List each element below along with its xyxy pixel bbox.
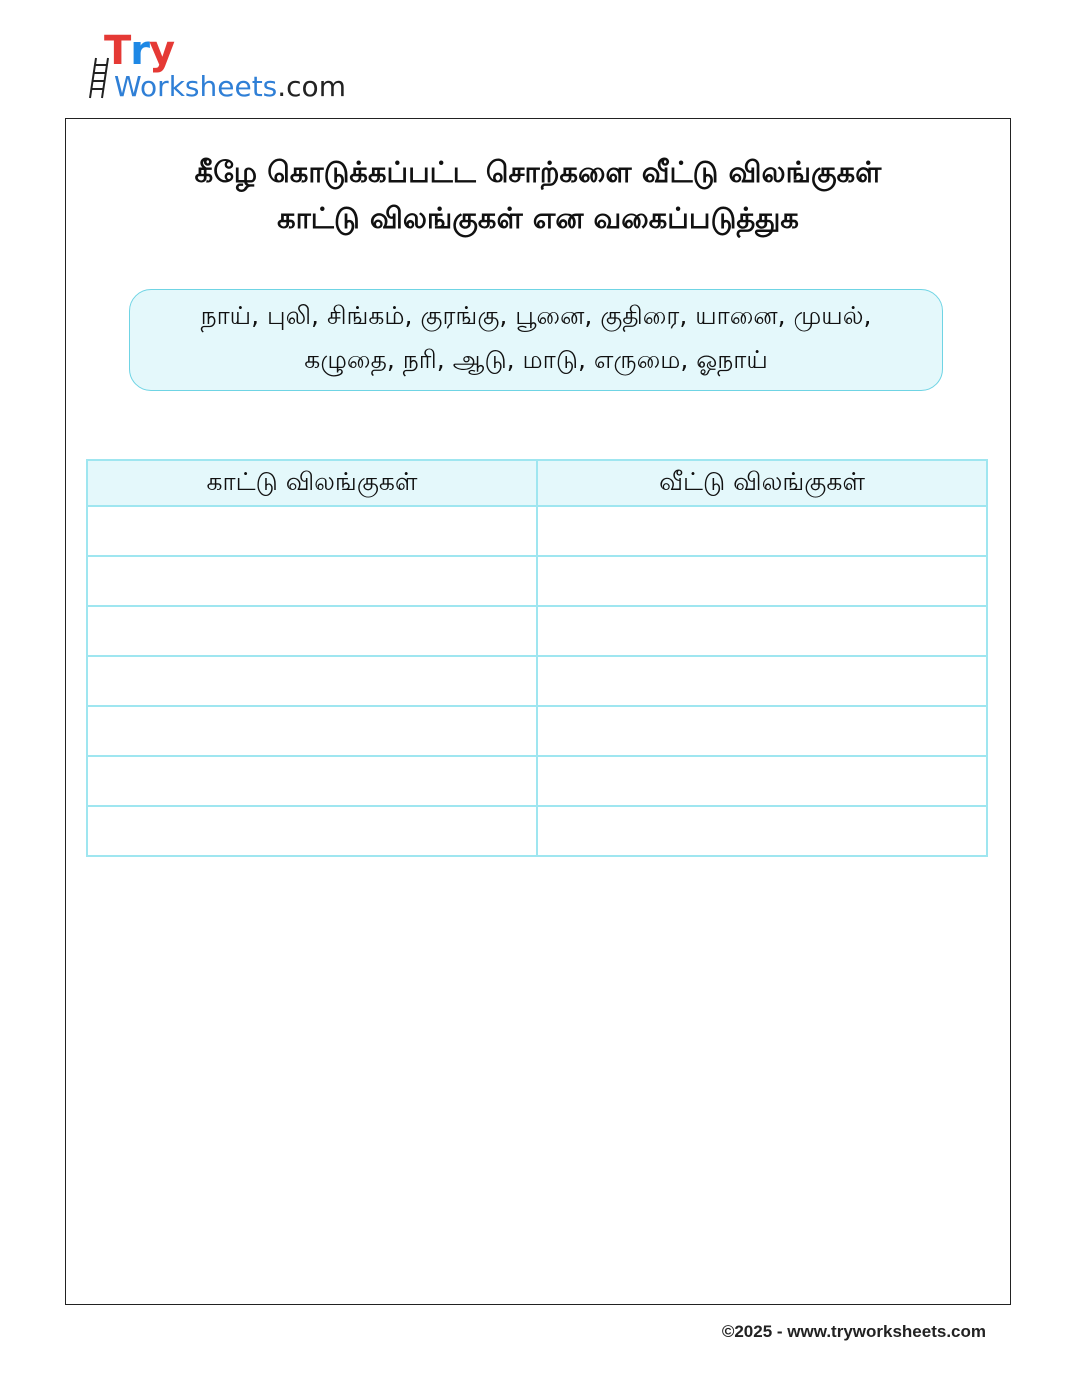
instruction-title xyxy=(66,149,1010,241)
word-bank-line-2: கழுதை, நரி, ஆடு, மாடு, எருமை, ஓநாய் xyxy=(304,345,768,374)
table-row xyxy=(87,756,987,806)
answer-cell-domestic[interactable] xyxy=(537,656,987,706)
table-row xyxy=(87,606,987,656)
table-row xyxy=(87,656,987,706)
answer-cell-wild[interactable] xyxy=(87,506,537,556)
answer-cell-wild[interactable] xyxy=(87,556,537,606)
sorting-table xyxy=(86,459,988,857)
logo-letter-y: y xyxy=(149,28,175,74)
logo-try xyxy=(104,28,174,74)
answer-cell-domestic[interactable] xyxy=(537,706,987,756)
answer-cell-domestic[interactable] xyxy=(537,556,987,606)
tryworksheets-logo xyxy=(88,28,348,108)
header-domestic-animals: வீட்டு விலங்குகள் xyxy=(537,460,987,506)
table-row xyxy=(87,806,987,856)
table-row xyxy=(87,556,987,606)
table-header-row xyxy=(87,460,987,506)
answer-cell-wild[interactable] xyxy=(87,756,537,806)
answer-cell-domestic[interactable] xyxy=(537,756,987,806)
logo-dotcom: .com xyxy=(277,70,346,103)
answer-cell-domestic[interactable] xyxy=(537,606,987,656)
logo-worksheets: Worksheets xyxy=(114,70,278,103)
answer-cell-domestic[interactable] xyxy=(537,506,987,556)
table-row xyxy=(87,506,987,556)
answer-cell-wild[interactable] xyxy=(87,606,537,656)
answer-cell-domestic[interactable] xyxy=(537,806,987,856)
logo-letter-r: r xyxy=(130,28,150,74)
logo-wordmark xyxy=(114,70,346,103)
logo-letter-t: T xyxy=(104,28,131,74)
worksheet-frame xyxy=(65,118,1011,1305)
instruction-line-1: கீழே கொடுக்கப்பட்ட சொற்களை வீட்டு விலங்குகள் xyxy=(194,155,882,189)
instruction-line-2: காட்டு விலங்குகள் என வகைப்படுத்துக xyxy=(277,201,799,235)
answer-cell-wild[interactable] xyxy=(87,706,537,756)
table-row xyxy=(87,706,987,756)
header-wild-animals: காட்டு விலங்குகள் xyxy=(87,460,537,506)
word-bank-line-1: நாய், புலி, சிங்கம், குரங்கு, பூனை, குதிரை, யானை, முயல், xyxy=(200,301,872,330)
answer-cell-wild[interactable] xyxy=(87,656,537,706)
answer-cell-wild[interactable] xyxy=(87,806,537,856)
word-bank xyxy=(129,289,943,391)
copyright-footer: ©2025 - www.tryworksheets.com xyxy=(721,1322,986,1341)
